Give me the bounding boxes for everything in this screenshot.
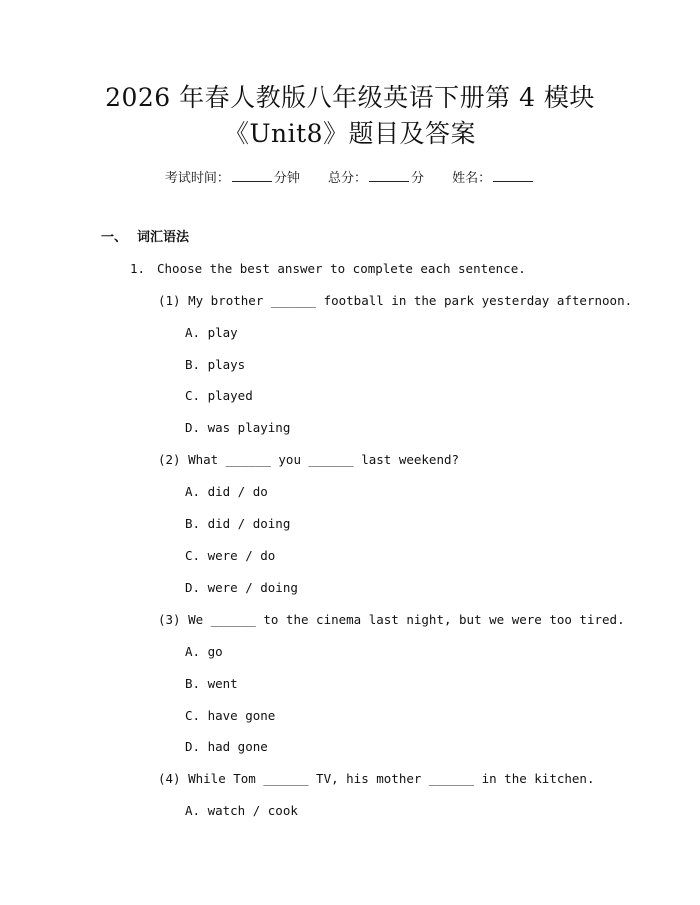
total-score-field [328,168,424,189]
exam-time-blank [232,168,272,182]
option-1d[interactable]: D. was playing [185,420,291,435]
exam-meta-row [0,168,700,189]
total-score-label: 总分： [327,171,367,186]
exam-time-field [165,168,300,189]
option-3c[interactable]: C. have gone [185,708,276,723]
option-1b[interactable]: B. plays [185,357,246,372]
document-title-line-2: 《Unit8》题目及答案 [223,119,477,148]
name-field [452,168,535,189]
option-3d[interactable]: D. had gone [185,739,268,754]
question-instruction-text: Choose the best answer to complete each sentence. [157,261,526,276]
name-label: 姓名： [452,171,492,186]
question-number: 1. [130,261,146,276]
section-number: 一、 [101,230,128,245]
sub-question-3: (3) We ______ to the cinema last night, but we were too tired. [158,612,625,627]
option-1c[interactable]: C. played [185,388,253,403]
sub-question-4: (4) While Tom ______ TV, his mother ______ in the kitchen. [158,771,595,786]
sub-question-2: (2) What ______ you ______ last weekend? [158,452,460,467]
option-2b[interactable]: B. did / doing [185,516,291,531]
option-1a[interactable]: A. play [185,325,238,340]
sub-question-1: (1) My brother ______ football in the park yesterday afternoon. [158,293,633,308]
option-4a[interactable]: A. watch / cook [185,803,298,818]
exam-time-label: 考试时间： [164,171,230,186]
option-2c[interactable]: C. were / do [185,548,276,563]
total-score-unit: 分 [411,171,425,186]
option-3b[interactable]: B. went [185,676,238,691]
option-2a[interactable]: A. did / do [185,484,268,499]
section-title: 词汇语法 [137,230,190,245]
total-score-blank [369,168,409,182]
name-blank [493,168,533,182]
question-instruction [130,259,526,279]
section-heading [101,228,189,248]
exam-time-unit: 分钟 [273,171,300,186]
document-title-line-1: 2026 年春人教版八年级英语下册第 4 模块 [105,83,595,112]
option-2d[interactable]: D. were / doing [185,580,298,595]
option-3a[interactable]: A. go [185,644,223,659]
